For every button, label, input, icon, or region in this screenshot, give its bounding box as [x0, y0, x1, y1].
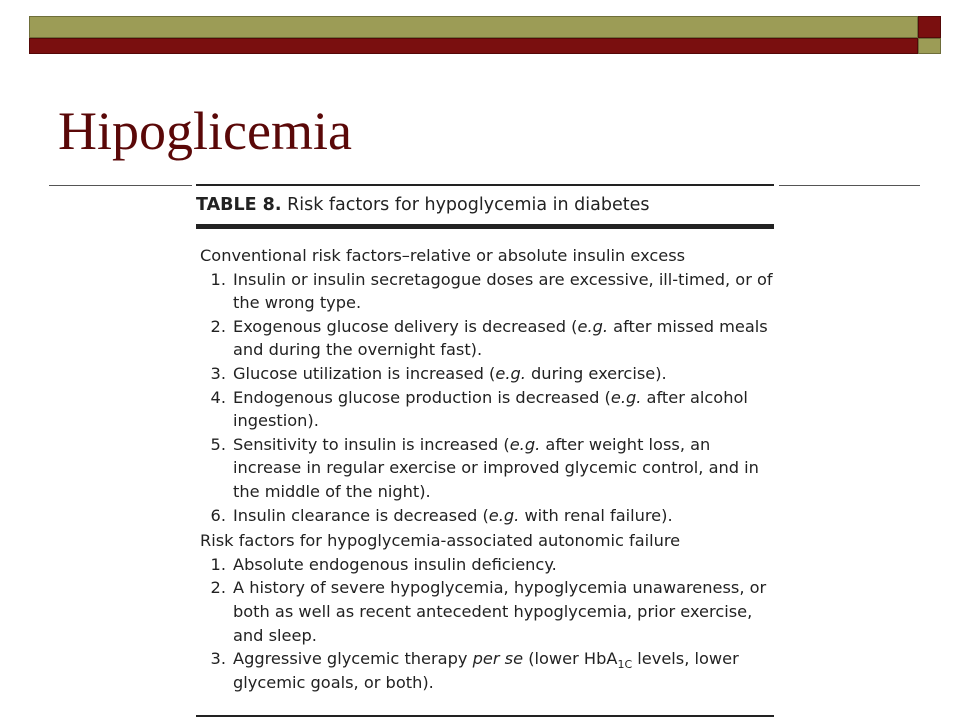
item-text — [233, 386, 774, 433]
item-number: 2. — [210, 578, 226, 598]
item-text — [233, 315, 774, 362]
section-autonomic-failure — [200, 529, 774, 694]
title-underline-right — [779, 185, 920, 186]
item-line: Sensitivity to insulin is increased (e.g. after weight loss, an — [233, 434, 711, 454]
item-text — [233, 504, 774, 528]
section-heading: Conventional risk factors–relative or absolute insulin excess — [200, 246, 686, 265]
item-list — [200, 553, 774, 695]
item-number: 3. — [210, 649, 226, 669]
item-text — [233, 362, 774, 386]
list-item — [200, 362, 774, 386]
item-number: 2. — [210, 316, 226, 336]
item-line: and sleep. — [233, 625, 317, 645]
bar-maroon-segment — [29, 38, 918, 54]
table-caption-label: TABLE 8. — [196, 195, 282, 215]
item-line: the wrong type. — [233, 293, 362, 313]
table-caption-text: Risk factors for hypoglycemia in diabetes — [287, 195, 650, 215]
item-number: 6. — [210, 505, 226, 525]
item-line: and during the overnight fast). — [233, 340, 483, 360]
item-line: Exogenous glucose delivery is decreased (e.g. after missed meals — [233, 316, 768, 336]
item-line: the middle of the night). — [233, 481, 431, 501]
item-line: Insulin or insulin secretagogue doses are excessive, ill-timed, or of — [233, 269, 773, 289]
table-bottom-rule — [196, 715, 774, 717]
list-item — [200, 433, 774, 504]
table-body — [200, 244, 774, 694]
item-number: 4. — [210, 387, 226, 407]
bar-square-olive — [918, 38, 941, 54]
item-line: ingestion). — [233, 411, 319, 431]
item-list — [200, 268, 774, 528]
table-caption — [196, 194, 649, 218]
list-item — [200, 647, 774, 694]
item-number: 1. — [210, 269, 226, 289]
item-line: Absolute endogenous insulin deficiency. — [233, 554, 557, 574]
list-item — [200, 386, 774, 433]
risk-factors-table — [193, 184, 778, 720]
item-line: Aggressive glycemic therapy per se (lower HbA$_{1C}$ levels, lower — [233, 649, 739, 672]
item-text — [233, 553, 774, 577]
item-text — [233, 647, 774, 694]
item-line: Insulin clearance is decreased (e.g. with renal failure). — [233, 505, 673, 525]
item-line: Glucose utilization is increased (e.g. during exercise). — [233, 363, 667, 383]
list-item — [200, 315, 774, 362]
item-number: 5. — [210, 434, 226, 454]
item-text — [233, 576, 774, 647]
table-top-rule — [196, 184, 774, 186]
list-item — [200, 268, 774, 315]
list-item — [200, 504, 774, 528]
top-decorative-bar — [29, 16, 941, 54]
item-line: glycemic goals, or both). — [233, 672, 434, 692]
bar-square-maroon — [918, 16, 941, 38]
item-line: Endogenous glucose production is decreased (e.g. after alcohol — [233, 387, 748, 407]
table-header-rule — [196, 224, 774, 229]
list-item — [200, 576, 774, 647]
item-line: increase in regular exercise or improved glycemic control, and in — [233, 458, 759, 478]
item-text — [233, 268, 774, 315]
item-number: 1. — [210, 554, 226, 574]
item-text — [233, 433, 774, 504]
item-line: A history of severe hypoglycemia, hypoglycemia unawareness, or — [233, 578, 767, 598]
section-heading: Risk factors for hypoglycemia-associated autonomic failure — [200, 531, 681, 551]
title-underline-left — [49, 185, 192, 186]
bar-olive-segment — [29, 16, 918, 38]
slide-title: Hipoglicemia — [58, 101, 352, 161]
item-line: both as well as recent antecedent hypoglycemia, prior exercise, — [233, 601, 753, 621]
section-conventional — [200, 244, 774, 527]
list-item — [200, 553, 774, 577]
item-number: 3. — [210, 363, 226, 383]
